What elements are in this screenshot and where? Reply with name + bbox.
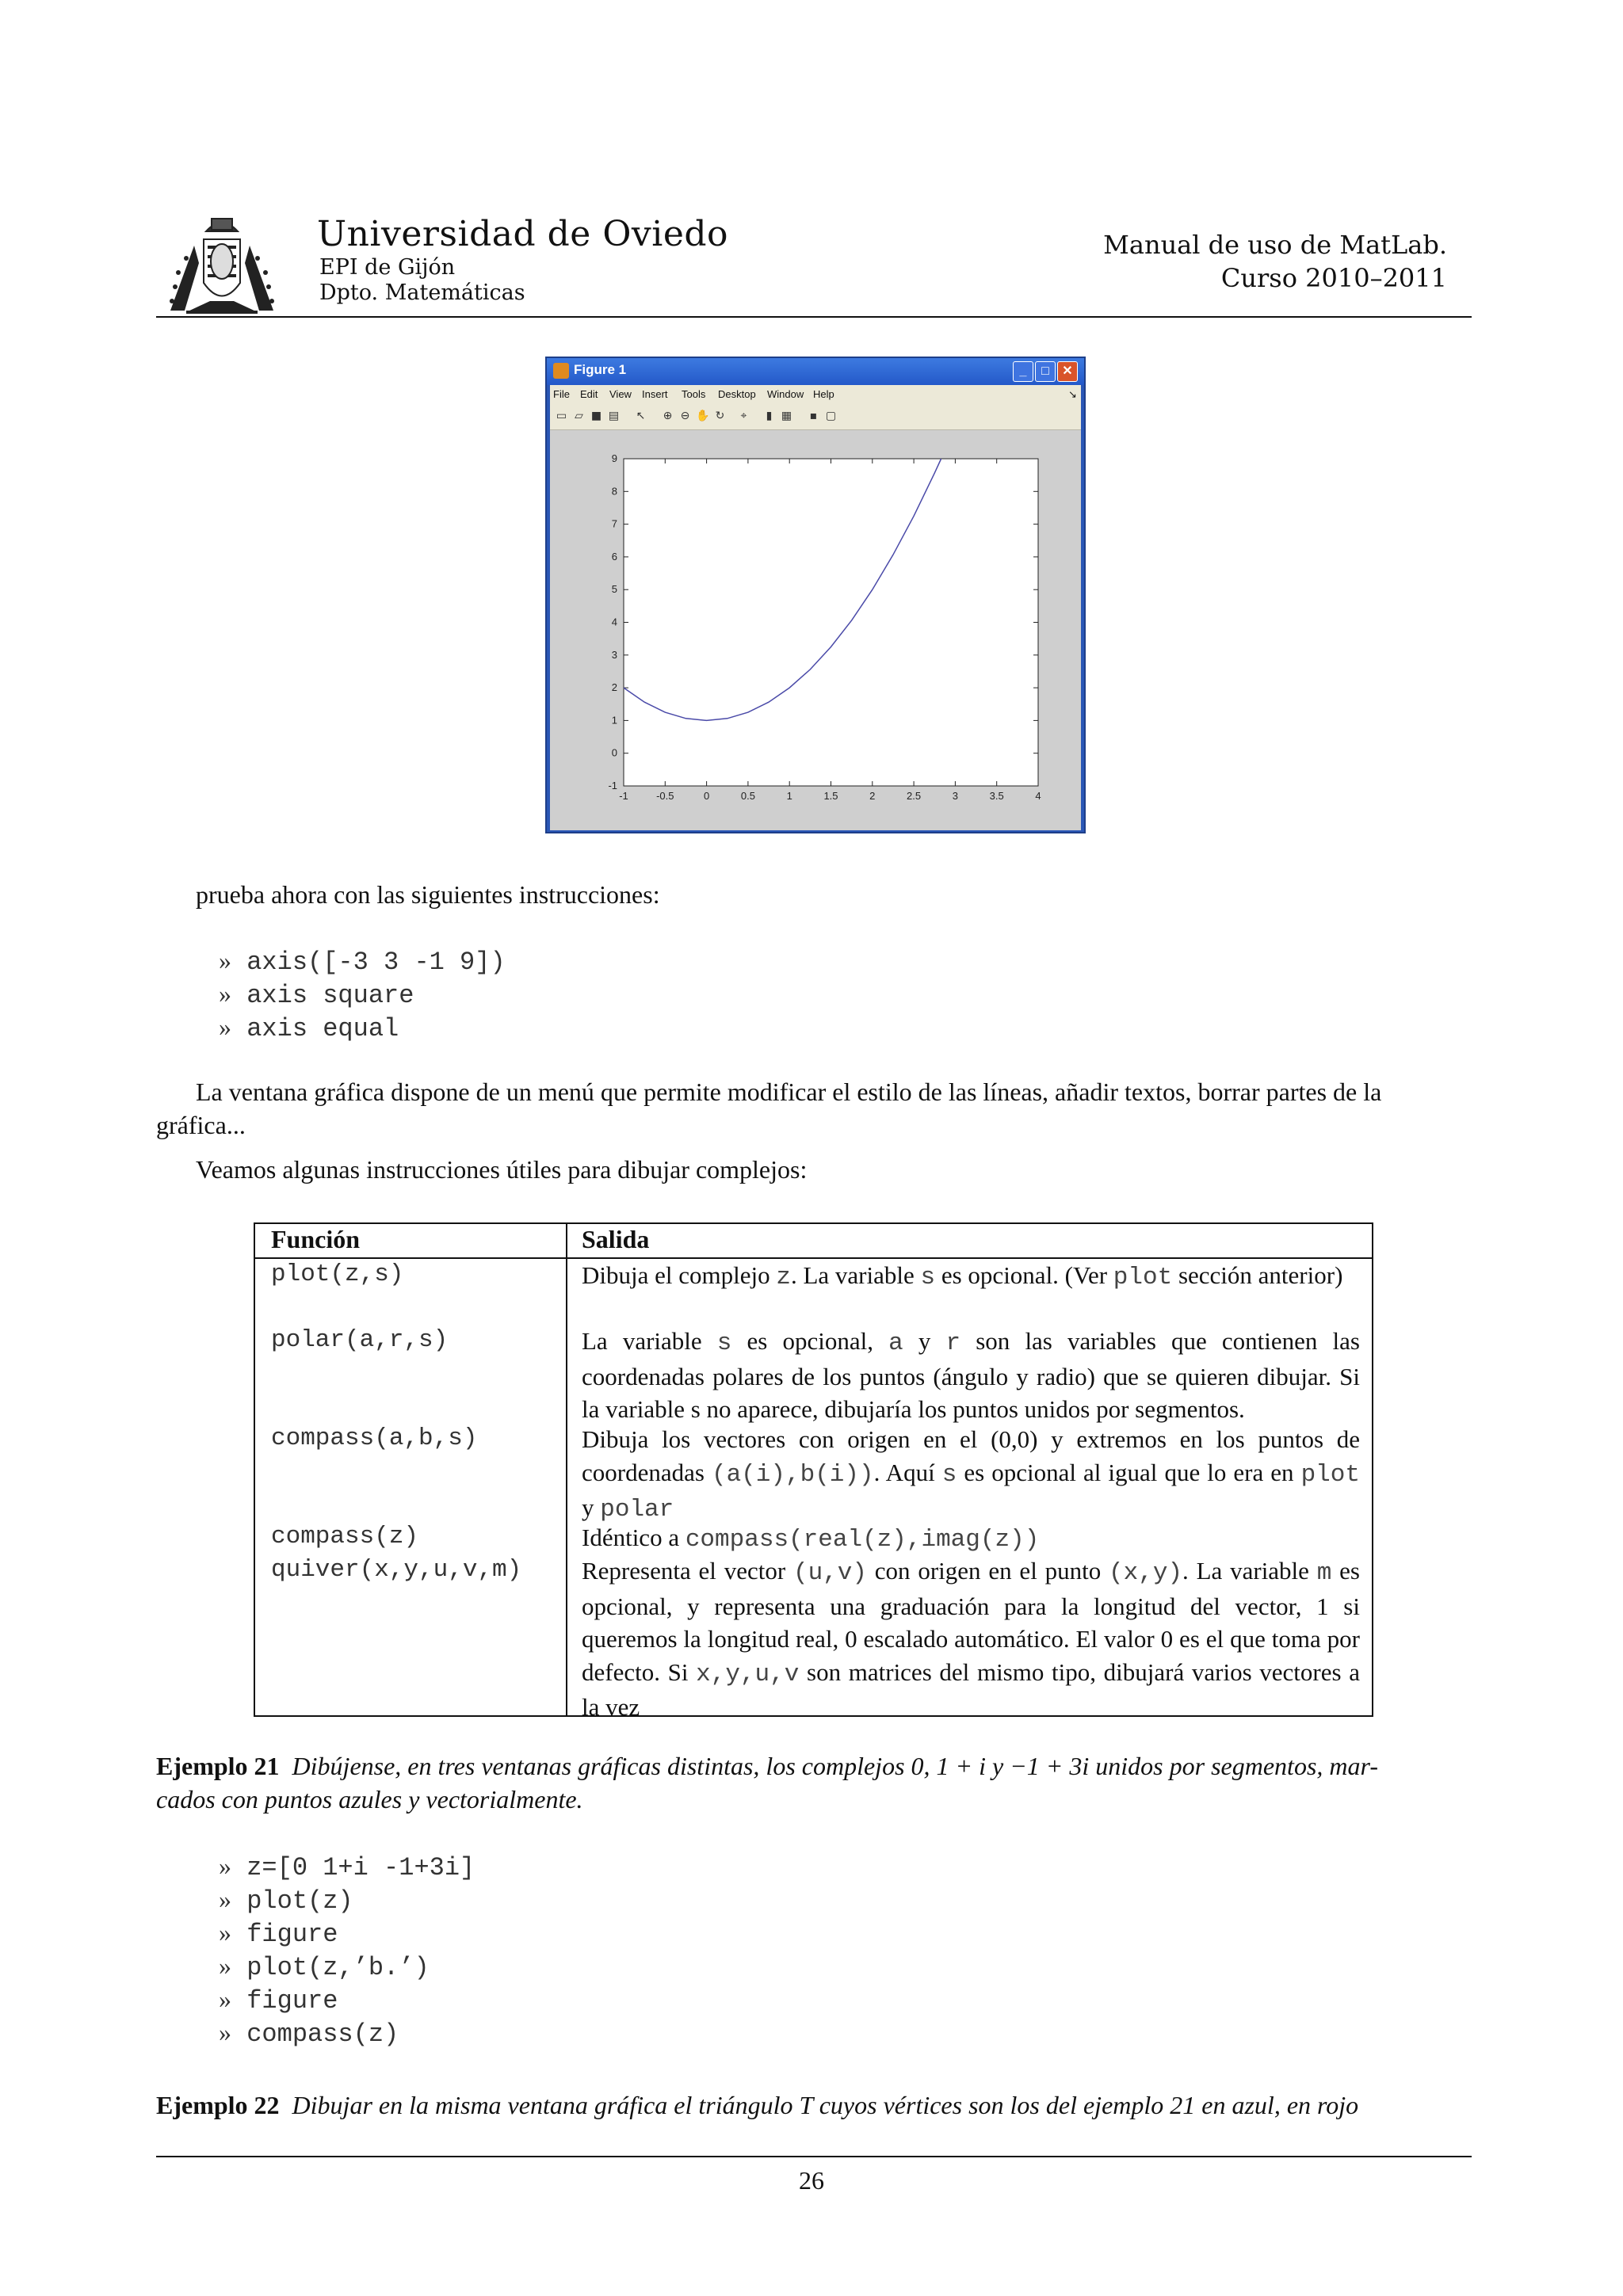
x-tick-label: -0.5 [656, 790, 674, 802]
x-tick-label: 1.5 [823, 790, 838, 802]
rotate-icon[interactable]: ↻ [715, 410, 725, 422]
data-cursor-icon[interactable]: ⌖ [740, 410, 747, 422]
functions-table [254, 1222, 1373, 1721]
paragraph-complex-intro: Veamos algunas instrucciones útiles para dibujar complejos: [196, 1155, 808, 1184]
matlab-logo-icon [553, 363, 569, 379]
code-line: » plot(z) [219, 1885, 353, 1916]
zoom-out-icon[interactable]: ⊖ [680, 410, 690, 422]
table-row-output: Dibuja el complejo z. La variable s es opcional. (Ver plot sección anterior) [582, 1261, 1343, 1291]
department-name: Dpto. Matemáticas [319, 280, 525, 305]
window-titlebar [547, 358, 1084, 385]
menu-insert[interactable]: Insert [642, 388, 668, 400]
university-crest-logo [162, 208, 281, 318]
menu-file[interactable]: File [553, 388, 570, 400]
y-tick-label: 7 [611, 517, 617, 530]
x-tick-label: 4 [1035, 790, 1041, 802]
y-tick-label: -1 [608, 780, 617, 791]
table-row-output: Dibuja los vectores con origen en el (0,0) y extremos en los puntos de coordenadas (a(i),b(i)). Aquí s es opcional al igual que lo era en plot y polar [582, 1425, 1360, 1524]
code-line: » z=[0 1+i -1+3i] [219, 1852, 475, 1882]
y-tick-label: 9 [611, 452, 617, 464]
hide-plot-tools-icon[interactable]: ▪ [809, 410, 818, 422]
intro-text: prueba ahora con las siguientes instrucciones: [196, 880, 660, 909]
print-icon[interactable]: ▤ [608, 410, 620, 422]
x-tick-label: 3 [952, 790, 959, 802]
figure-canvas [550, 430, 1081, 830]
x-tick-label: -1 [619, 790, 628, 802]
menu-dock-arrow-icon[interactable]: ↘ [1068, 388, 1077, 400]
paragraph-menu-line2: gráfica... [156, 1111, 246, 1139]
show-plot-tools-icon[interactable]: ▢ [825, 410, 837, 422]
course-year: Curso 2010–2011 [1220, 263, 1447, 293]
code-line: » plot(z,’b.’) [219, 1951, 430, 1982]
table-row-output: Representa el vector (u,v) con origen en el punto (x,y). La variable m es opcional, y representa una graduación para la longitud del vector, 1 si queremos la longitud real, 0 escalado automático. El valor 0 es el que toma por defecto. Si x,y,u,v son matrices del mismo tipo, dibujará varios vectores a la vez [582, 1557, 1360, 1721]
prompt-symbol: » [219, 946, 231, 974]
x-tick-label: 2 [869, 790, 876, 802]
code-line [219, 1013, 399, 1043]
table-row-function: compass(z) [271, 1523, 419, 1550]
manual-title: Manual de uso de MatLab. [1103, 230, 1447, 260]
x-tick-label: 3.5 [989, 790, 1004, 802]
matlab-figure-window [545, 357, 1086, 833]
footer-rule [156, 2156, 1472, 2157]
example-21-label: Ejemplo 21 [156, 1752, 280, 1780]
prompt-symbol: » [219, 1013, 231, 1041]
zoom-in-icon[interactable]: ⊕ [663, 410, 673, 422]
x-tick-label: 0 [703, 790, 710, 802]
code-text: axis equal [246, 1014, 399, 1043]
y-tick-label: 2 [611, 681, 617, 694]
pan-icon[interactable]: ✋ [696, 410, 710, 422]
menu-tools[interactable]: Tools [682, 388, 706, 400]
close-button[interactable]: ✕ [1057, 361, 1078, 382]
menu-edit[interactable]: Edit [580, 388, 598, 400]
menu-window[interactable]: Window [767, 388, 804, 400]
minimize-button[interactable]: _ [1013, 361, 1033, 382]
code-line: » figure [219, 1985, 338, 2016]
x-tick-label: 0.5 [740, 790, 755, 802]
table-column-divider [566, 1224, 567, 1715]
table-header-output: Salida [582, 1225, 650, 1253]
x-tick-label: 2.5 [907, 790, 922, 802]
y-tick-label: 1 [611, 714, 617, 727]
y-tick-label: 0 [611, 746, 617, 759]
code-line: » compass(z) [219, 2018, 399, 2049]
pointer-icon[interactable]: ↖ [636, 410, 646, 422]
table-row-function: compass(a,b,s) [271, 1425, 478, 1452]
example-22-label: Ejemplo 22 [156, 2091, 280, 2119]
axes-box [624, 459, 1038, 786]
code-line [219, 946, 506, 977]
paragraph-menu-line1: La ventana gráfica dispone de un menú que permite modificar el estilo de las líneas, añadir textos, borrar partes de la [196, 1077, 1382, 1106]
table-header-function: Función [271, 1225, 361, 1253]
legend-icon[interactable]: ▦ [781, 410, 792, 422]
plot-axes [550, 430, 1081, 830]
example-21-text: Dibújense, en tres ventanas gráficas distintas, los complejos 0, 1 + i y −1 + 3i unidos por segmentos, mar- [292, 1752, 1378, 1780]
open-icon[interactable]: ▱ [575, 410, 583, 422]
school-name: EPI de Gijón [319, 255, 456, 280]
code-line [219, 979, 414, 1010]
prompt-symbol: » [219, 979, 231, 1008]
table-row-output: La variable s es opcional, a y r son las variables que contienen las coordenadas polares de los puntos (ángulo y radio) que se quieren dibujar. Si la variable s no aparece, dibujaría los puntos unidos por segmentos. [582, 1327, 1360, 1423]
menu-view[interactable]: View [609, 388, 632, 400]
code-text: axis([-3 3 -1 9]) [246, 948, 506, 977]
code-line: » figure [219, 1918, 338, 1949]
y-tick-label: 3 [611, 648, 617, 661]
code-text: axis square [246, 981, 414, 1010]
y-tick-label: 8 [611, 485, 617, 498]
x-tick-label: 1 [786, 790, 792, 802]
table-row-function: quiver(x,y,u,v,m) [271, 1556, 522, 1584]
example-22 [156, 2088, 1472, 2122]
figure-toolbar [550, 404, 1081, 430]
save-icon[interactable]: ■ [590, 410, 602, 422]
table-row-output: Idéntico a compass(real(z),imag(z)) [582, 1524, 1040, 1554]
header-rule [156, 316, 1472, 318]
y-tick-label: 6 [611, 550, 617, 563]
example-21-line1 [156, 1749, 1472, 1783]
window-title: Figure 1 [574, 362, 627, 377]
page-number: 26 [799, 2166, 824, 2195]
university-name: Universidad de Oviedo [317, 214, 729, 254]
table-row-function: polar(a,r,s) [271, 1326, 449, 1354]
example-22-text: Dibujar en la misma ventana gráfica el triángulo T cuyos vértices son los del ejemplo 21 en azul, en rojo [292, 2091, 1359, 2119]
figure-menubar [550, 385, 1081, 404]
new-file-icon[interactable]: ▭ [556, 410, 567, 422]
y-tick-label: 4 [611, 616, 617, 628]
maximize-button[interactable]: □ [1035, 361, 1056, 382]
menu-desktop[interactable]: Desktop [718, 388, 756, 400]
y-tick-label: 5 [611, 583, 617, 596]
colorbar-icon[interactable]: ▮ [766, 410, 773, 422]
example-21-line2: cados con puntos azules y vectorialmente. [156, 1785, 583, 1814]
table-row-function: plot(z,s) [271, 1261, 404, 1288]
menu-help[interactable]: Help [813, 388, 834, 400]
